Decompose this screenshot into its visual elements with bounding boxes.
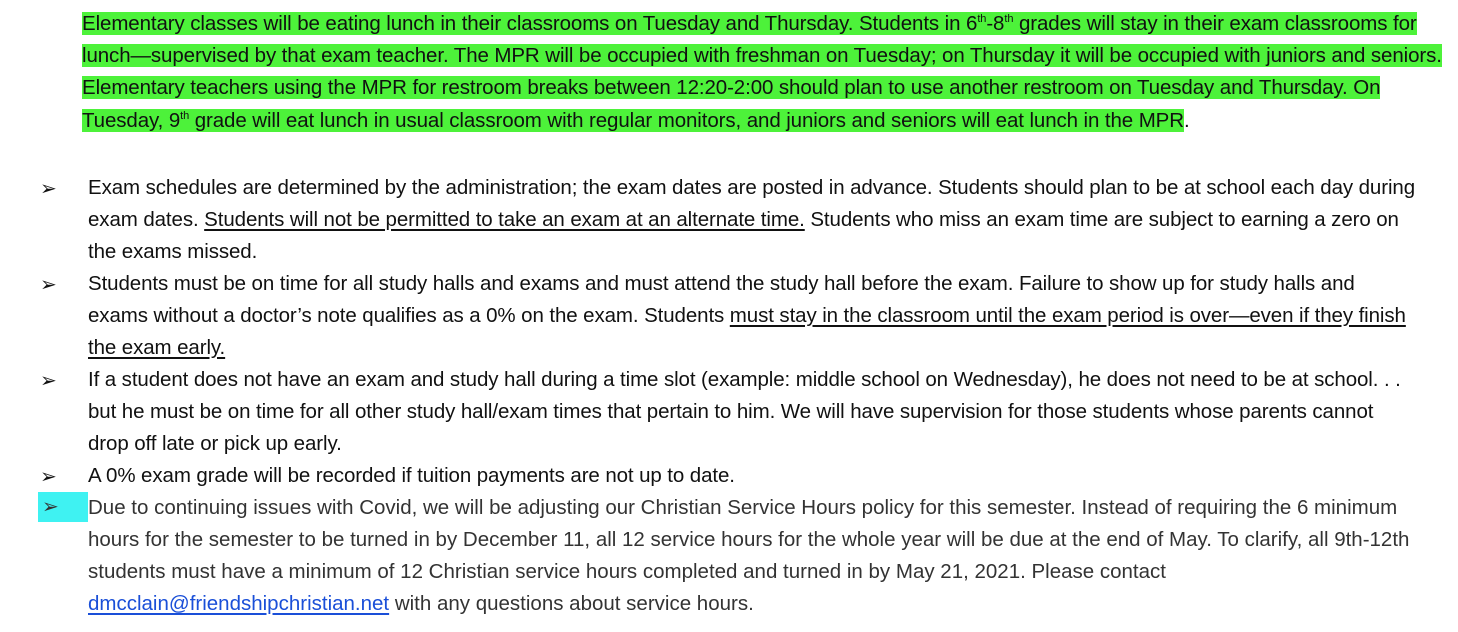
superscript-th: th: [977, 13, 987, 25]
highlighted-text: Elementary classes will be eating lunch in their classrooms on Tuesday and Thursday. Students in 6th-8th grades will stay in their exam classrooms for lunch—supervised by that exam teacher. The MPR will be occupied with freshman on Tuesday; on Thursday it will be occupied with juniors and seniors. Elementary teachers using the MPR for restroom breaks between 12:20-2:00 should plan to use another restroom on Tuesday and Thursday. On Tuesday, 9th grade will eat lunch in usual classroom with regular monitors, and juniors and seniors will eat lunch in the MPR: [82, 12, 1442, 132]
list-item: [0, 492, 1418, 620]
email-link[interactable]: dmcclain@friendshipchristian.net: [88, 592, 390, 615]
list-item-text: Due to continuing issues with Covid, we will be adjusting our Christian Service Hours policy for this semester. Instead of requiring the 6 minimum hours for the semester to be turned in by December 11, all 12 service hours for the whole year will be due at the end of May. To clarify, all 9th-12th students must have a minimum of 12 Christian service hours completed and turned in by May 21, 2021. Please contact: [88, 496, 1410, 583]
arrow-bullet-icon: ➢: [40, 272, 57, 296]
underlined-text: Students will not be permitted to take an exam at an alternate time.: [204, 208, 805, 231]
list-item-text: with any questions about service hours.: [389, 592, 754, 615]
underlined-text: must stay in the classroom until the exam period is over—even if they finish the exam early.: [88, 304, 1406, 359]
list-item-text: Students must be on time for all study halls and exams and must attend the study hall before the exam. Failure to show up for study halls and exams without a doctor’s note qualifies as a 0% on the exam. Students: [88, 272, 1355, 327]
list-item-text: Exam schedules are determined by the administration; the exam dates are posted in advance. Students should plan to be at school each day during exam dates.: [88, 176, 1415, 231]
list-item: [0, 364, 1418, 460]
list-item: [0, 268, 1418, 364]
arrow-bullet-icon: ➢: [40, 368, 57, 392]
arrow-bullet-icon: ➢: [38, 492, 88, 522]
list-item: [0, 172, 1418, 268]
paragraph-period: .: [1183, 108, 1190, 132]
list-item-text: A 0% exam grade will be recorded if tuition payments are not up to date.: [88, 464, 735, 487]
list-item-text: Students who miss an exam time are subject to earning a zero on the exams missed.: [88, 208, 1399, 263]
bullet-list: [0, 172, 1458, 620]
list-item-text: If a student does not have an exam and study hall during a time slot (example: middle school on Wednesday), he does not need to be at school. . . but he must be on time for all other study hall/exam times that pertain to him. We will have supervision for those students whose parents cannot drop off late or pick up early.: [88, 368, 1401, 455]
arrow-bullet-icon: ➢: [40, 176, 57, 200]
list-item: [0, 460, 1418, 492]
superscript-th: th: [180, 109, 190, 122]
arrow-bullet-icon: ➢: [40, 464, 57, 488]
highlighted-paragraph: [82, 8, 1442, 137]
superscript-th: th: [1004, 13, 1014, 25]
